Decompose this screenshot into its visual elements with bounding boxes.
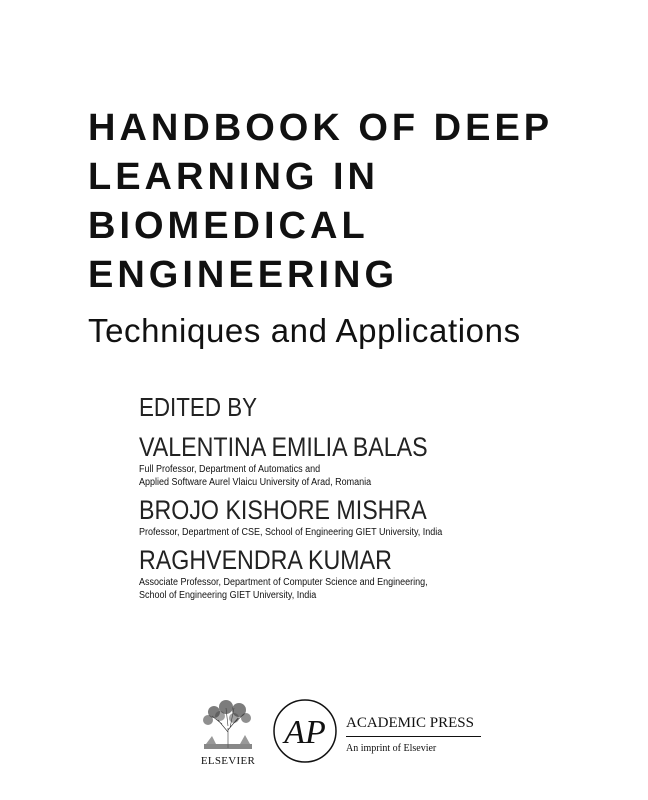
editor-name: RAGHVENDRA KUMAR xyxy=(139,545,392,575)
editors-block xyxy=(139,392,619,607)
imprint-text xyxy=(346,714,481,754)
editor-entry xyxy=(139,494,619,539)
editor-affiliation-line: Full Professor, Department of Automatics and xyxy=(139,464,321,475)
book-title-line: BIOMEDICAL xyxy=(88,205,369,247)
imprint-name: ACADEMIC PRESS xyxy=(346,715,481,737)
book-title-line: ENGINEERING xyxy=(88,254,399,296)
elsevier-tree-icon xyxy=(196,698,260,754)
book-title-line: HANDBOOK OF DEEP xyxy=(88,107,554,149)
book-title-line: LEARNING IN xyxy=(88,156,379,198)
book-title xyxy=(88,104,608,300)
editor-name: BROJO KISHORE MISHRA xyxy=(139,495,427,525)
editor-affiliation-line: Applied Software Aurel Vlaicu University of Arad, Romania xyxy=(139,477,372,488)
elsevier-logo xyxy=(196,698,260,768)
elsevier-wordmark: ELSEVIER xyxy=(200,755,256,767)
editor-entry xyxy=(139,544,619,602)
editor-affiliation-line: School of Engineering GIET University, India xyxy=(139,590,317,601)
editor-name: VALENTINA EMILIA BALAS xyxy=(139,432,428,462)
imprint-tagline: An imprint of Elsevier xyxy=(346,743,437,754)
publisher-logos xyxy=(196,698,496,770)
ap-logo-letters: AP xyxy=(284,714,326,751)
academic-press-logo-icon xyxy=(272,698,338,764)
editor-entry xyxy=(139,431,619,489)
book-subtitle: Techniques and Applications xyxy=(88,312,521,349)
editor-affiliation-line: Professor, Department of CSE, School of Engineering GIET University, India xyxy=(139,527,443,538)
editor-affiliation-line: Associate Professor, Department of Computer Science and Engineering, xyxy=(139,577,428,588)
edited-by-label: EDITED BY xyxy=(139,392,258,422)
